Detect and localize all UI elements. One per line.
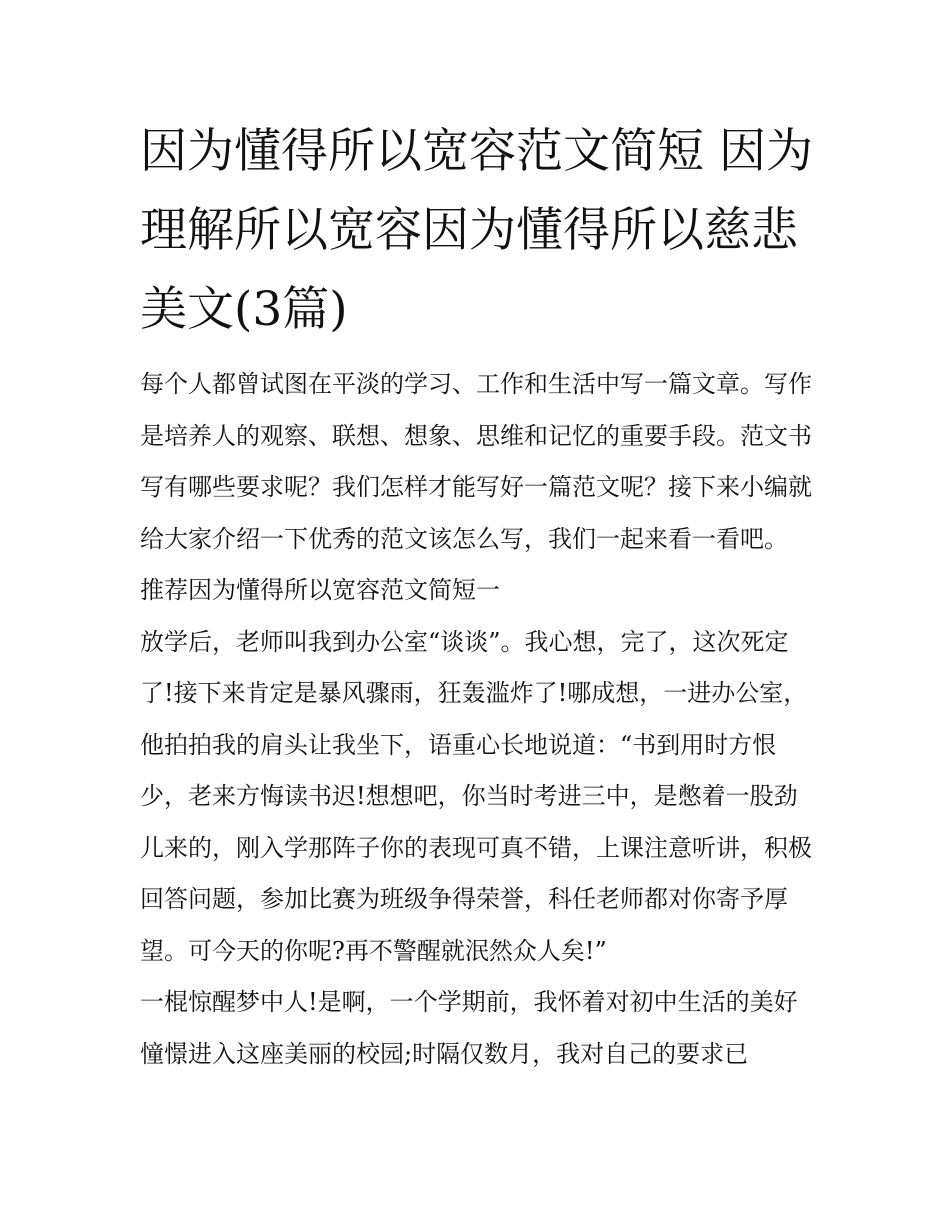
document-page [140,112,815,1080]
body-paragraph: 放学后，老师叫我到办公室“谈谈”。我心想，完了，这次死定了!接下来肯定是暴风骤雨，狂轰滥炸了!哪成想，一进办公室，他拍拍我的肩头让我坐下，语重心长地说道：“书到用时方恨少，老来方悔读书迟!想想吧，你当时考进三中，是憋着一股劲儿来的，刚入学那阵子你的表现可真不错，上课注意听讲，积极回答问题，参加比赛为班级争得荣誉，科任老师都对你寄予厚望。可今天的你呢?再不警醒就泯然众人矣!” [140,627,812,965]
intro-paragraph: 每个人都曾试图在平淡的学习、工作和生活中写一篇文章。写作是培养人的观察、联想、想象、思维和记忆的重要手段。范文书写有哪些要求呢？我们怎样才能写好一篇范文呢？接下来小编就给大家介绍一下优秀的范文该怎么写，我们一起来看一看吧。 [140,370,812,553]
section-heading: 推荐因为懂得所以宽容范文简短一 [140,576,500,604]
document-body [140,359,815,1080]
document-title: 因为懂得所以宽容范文简短 因为理解所以宽容因为懂得所以慈悲美文(3篇) [140,124,813,337]
body-paragraph: 一棍惊醒梦中人!是啊，一个学期前，我怀着对初中生活的美好憧憬进入这座美丽的校园;时隔仅数月，我对自己的要求已 [140,988,798,1068]
